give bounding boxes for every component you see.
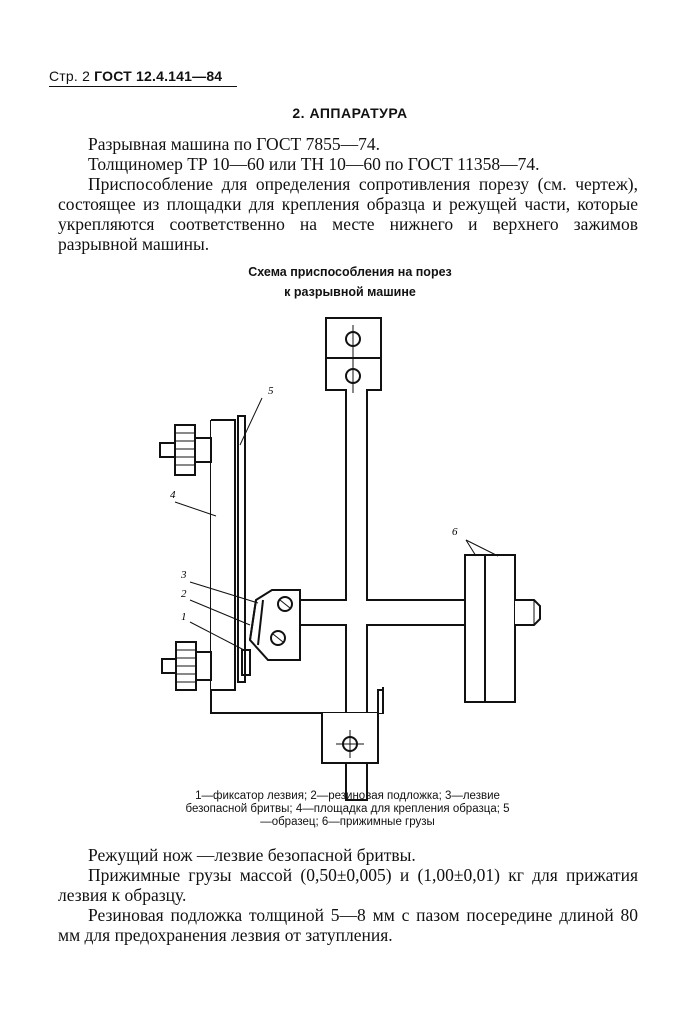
paragraph-rubber-pad: Резиновая подложка толщиной 5—8 мм с пазом посередине длиной 80 мм для предохранения лезвия от затупления. [58, 905, 638, 945]
label-1: 1 [181, 611, 187, 623]
label-3: 3 [181, 569, 187, 581]
blade-holder [250, 590, 300, 660]
paragraph-machine: Разрывная машина по ГОСТ 7855—74. [88, 134, 380, 154]
label-5: 5 [268, 385, 274, 397]
paragraph-blade: Режущий нож —лезвие безопасной бритвы. [88, 845, 416, 865]
figure-title-line1: Схема приспособления на порез [248, 265, 452, 279]
top-knurled-nut [160, 425, 211, 475]
weights [465, 555, 515, 702]
bottom-knurled-nut [162, 642, 211, 690]
figure-title-line2: к разрывной машине [284, 285, 416, 299]
figure-legend: 1—фиксатор лезвия; 2—резиновая подложка; 3—лезвие безопасной бритвы; 4—площадка для крепления образца; 5—образец; 6—прижимные грузы [185, 790, 510, 828]
paragraph-thickness-gauge: Толщиномер ТР 10—60 или ТН 10—60 по ГОСТ 11358—74. [88, 154, 540, 174]
section-title: 2. АППАРАТУРА [292, 105, 408, 121]
page-number: Стр. 2 [49, 68, 91, 84]
specimen [238, 416, 245, 682]
paragraph-weights: Прижимные грузы массой (0,50±0,005) и (1,00±0,01) кг для прижатия лезвия к образцу. [58, 865, 638, 905]
label-6: 6 [452, 526, 458, 538]
equipment-text [58, 845, 638, 945]
label-2: 2 [181, 588, 187, 600]
paragraph-fixture: Приспособление для определения сопротивления порезу (см. чертеж), состоящее из площадки для крепления образца и режущей части, которые укрепляются соответственно на месте нижнего и верхнего зажимов разрывной машины. [58, 174, 638, 254]
standard-code: ГОСТ 12.4.141—84 [94, 68, 223, 84]
label-4: 4 [170, 489, 176, 501]
